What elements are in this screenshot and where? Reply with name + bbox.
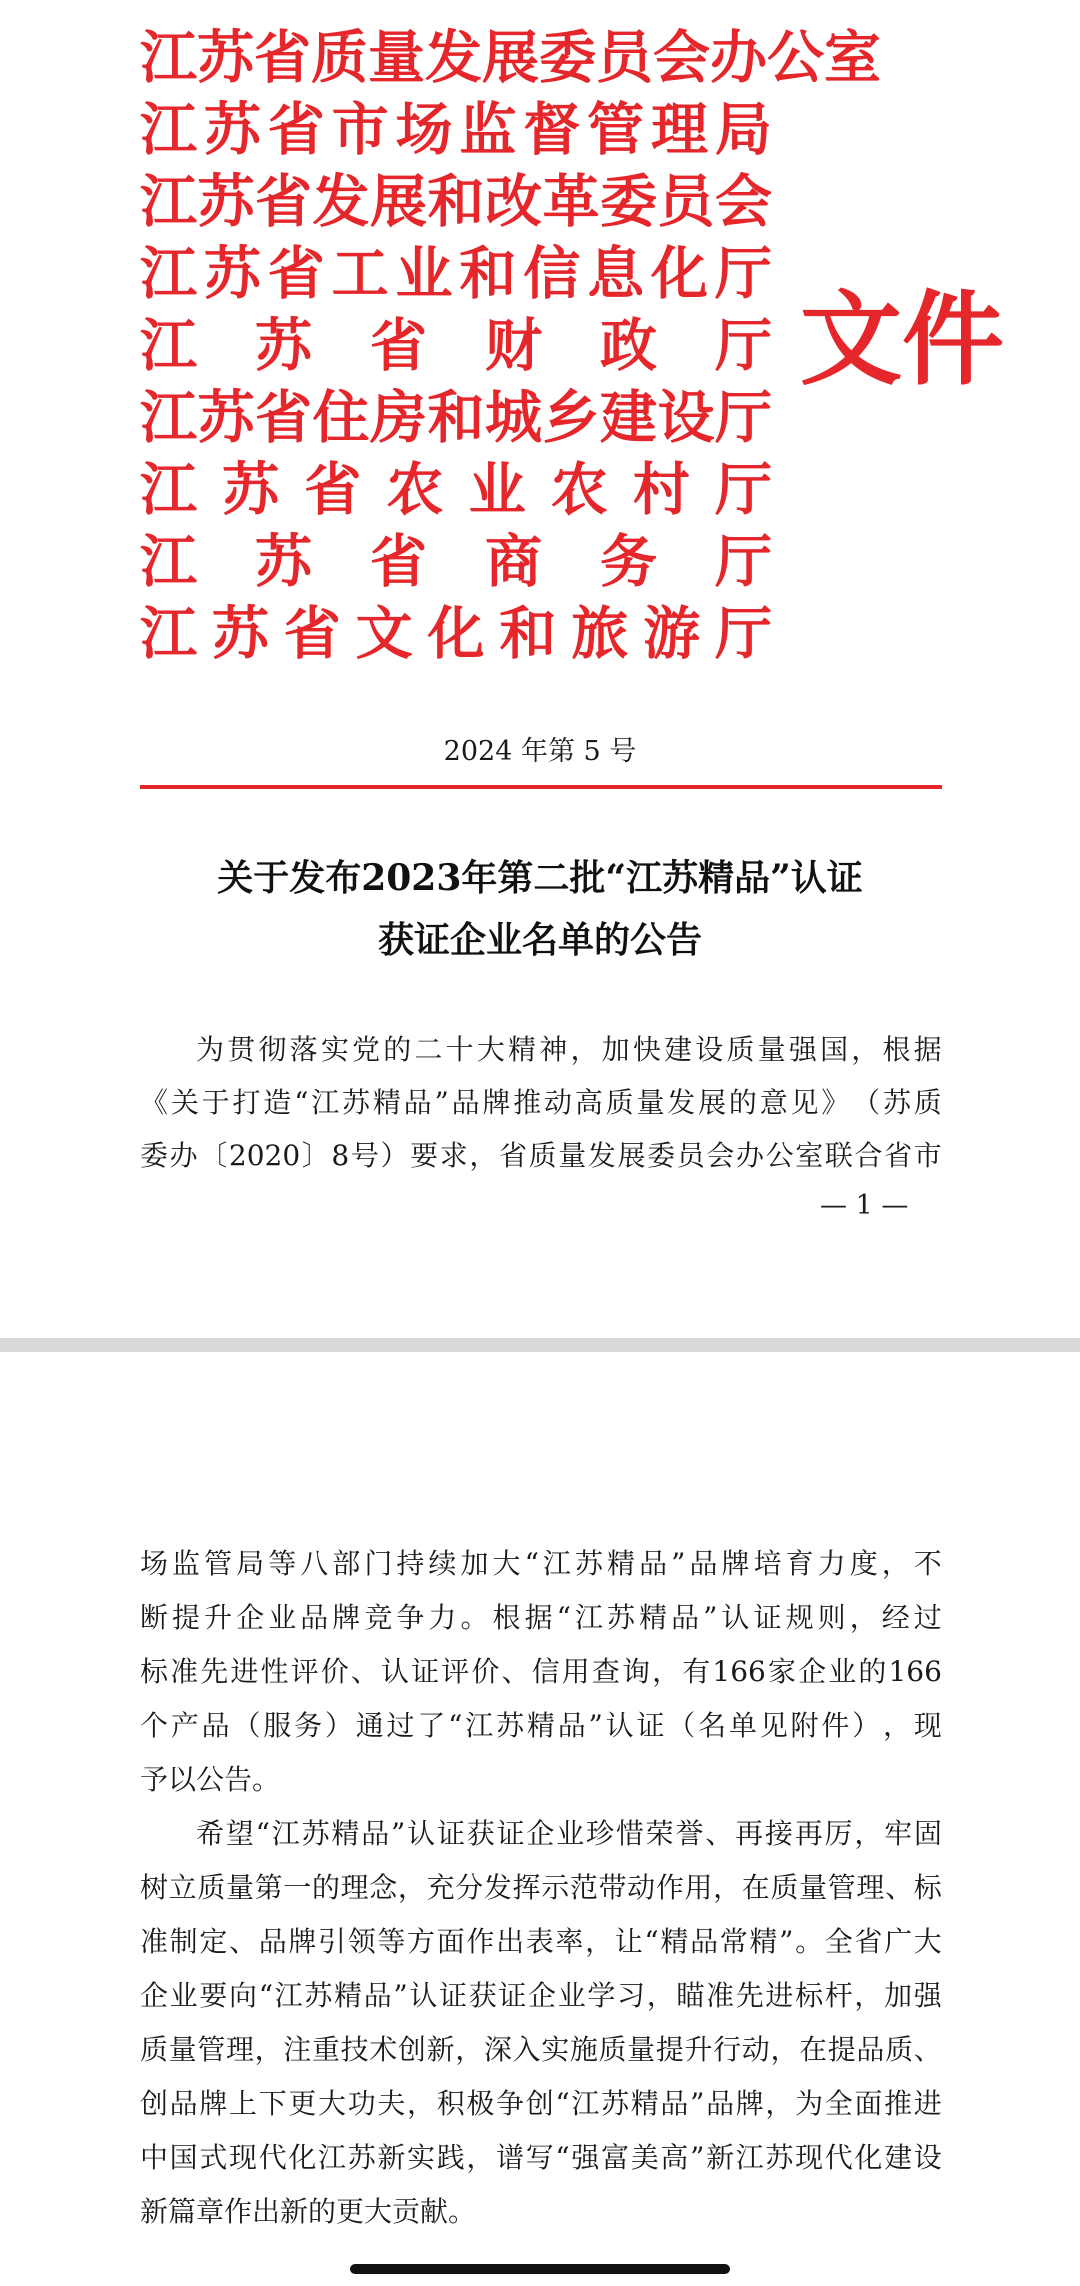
document-title-line: 关于发布2023年第二批“江苏精品”认证 xyxy=(217,857,863,899)
issuer-line: 江 苏 省 市 场 监 督 管 理 局 xyxy=(140,97,772,163)
issuer-line: 江 苏 省 发 展 和 改 革 委 员 会 xyxy=(140,169,772,235)
red-divider xyxy=(140,785,942,789)
document-type-label: 文件 xyxy=(800,281,1004,400)
body-text-line: 为 贯 彻 落 实 党 的 二 十 大 精 神 ， 加 快 建 设 质 量 强 国 ， 根 据 xyxy=(196,1033,942,1066)
body-text-line: 委 办 〔 2020 〕 8 号 ） 要 求 ， 省 质 量 发 展 委 员 会 办 公 室 联 合 省 市 xyxy=(140,1139,942,1172)
issuer-line: 江 苏 省 财 政 厅 xyxy=(140,313,772,379)
issuer-line: 江 苏 省 农 业 农 村 厅 xyxy=(140,457,772,523)
issuer-line: 江 苏 省 商 务 厅 xyxy=(140,529,772,595)
page-number: — 1 — xyxy=(820,1190,909,1221)
document-number: 2024 年第 5 号 xyxy=(443,736,637,767)
page-separator xyxy=(0,1338,1080,1352)
body-text-line: 质 量 管 理 ， 注 重 技 术 创 新 ， 深 入 实 施 质 量 提 升 行 动 ， 在 提 品 质 、 xyxy=(140,2033,942,2066)
home-indicator-bar[interactable] xyxy=(350,2264,730,2274)
body-text-line: 新篇章作出新的更大贡献。 xyxy=(140,2195,477,2228)
body-text-line: 中 国 式 现 代 化 江 苏 新 实 践 ， 谱 写 “ 强 富 美 高 ” 新 江 苏 现 代 化 建 设 xyxy=(140,2141,942,2174)
issuer-line: 江 苏 省 工 业 和 信 息 化 厅 xyxy=(140,241,772,307)
body-text-line: 企 业 要 向 “ 江 苏 精 品 ” 认 证 获 证 企 业 学 习 ， 瞄 准 先 进 标 杆 ， 加 强 xyxy=(140,1979,942,2012)
body-text-line: 场 监 管 局 等 八 部 门 持 续 加 大 “ 江 苏 精 品 ” 品 牌 培 育 力 度 ， 不 xyxy=(140,1547,942,1580)
body-text-line: 予以公告。 xyxy=(140,1763,281,1796)
body-text-line: 创 品 牌 上 下 更 大 功 夫 ， 积 极 争 创 “ 江 苏 精 品 ” 品 牌 ， 为 全 面 推 进 xyxy=(140,2087,942,2120)
issuer-list xyxy=(140,22,881,670)
issuer-line: 江 苏 省 文 化 和 旅 游 厅 xyxy=(140,601,772,667)
issuer-line: 江 苏 省 质 量 发 展 委 员 会 办 公 室 xyxy=(140,25,881,91)
body-text-line: 准 制 定 、 品 牌 引 领 等 方 面 作 出 表 率 ， 让 “ 精 品 常 精 ” 。 全 省 广 大 xyxy=(140,1925,942,1958)
body-text-line: 标 准 先 进 性 评 价 、 认 证 评 价 、 信 用 查 询 ， 有 166 家 企 业 的 166 xyxy=(140,1655,942,1688)
body-text-line: 希 望 “ 江 苏 精 品 ” 认 证 获 证 企 业 珍 惜 荣 誉 、 再 接 再 厉 ， 牢 固 xyxy=(196,1817,942,1850)
document-title-line: 获证企业名单的公告 xyxy=(377,919,702,961)
issuer-line: 江 苏 省 住 房 和 城 乡 建 设 厅 xyxy=(140,385,772,451)
body-text-line: 个 产 品 （ 服 务 ） 通 过 了 “ 江 苏 精 品 ” 认 证 （ 名 单 见 附 件 ） ， 现 xyxy=(140,1709,942,1742)
body-text-line: 树 立 质 量 第 一 的 理 念 ， 充 分 发 挥 示 范 带 动 作 用 ， 在 质 量 管 理 、 标 xyxy=(140,1871,942,1904)
body-text-line: 断 提 升 企 业 品 牌 竞 争 力 。 根 据 “ 江 苏 精 品 ” 认 证 规 则 ， 经 过 xyxy=(140,1601,942,1634)
body-text-line: 《 关 于 打 造 “ 江 苏 精 品 ” 品 牌 推 动 高 质 量 发 展 的 意 见 》 （ 苏 质 xyxy=(140,1086,942,1119)
